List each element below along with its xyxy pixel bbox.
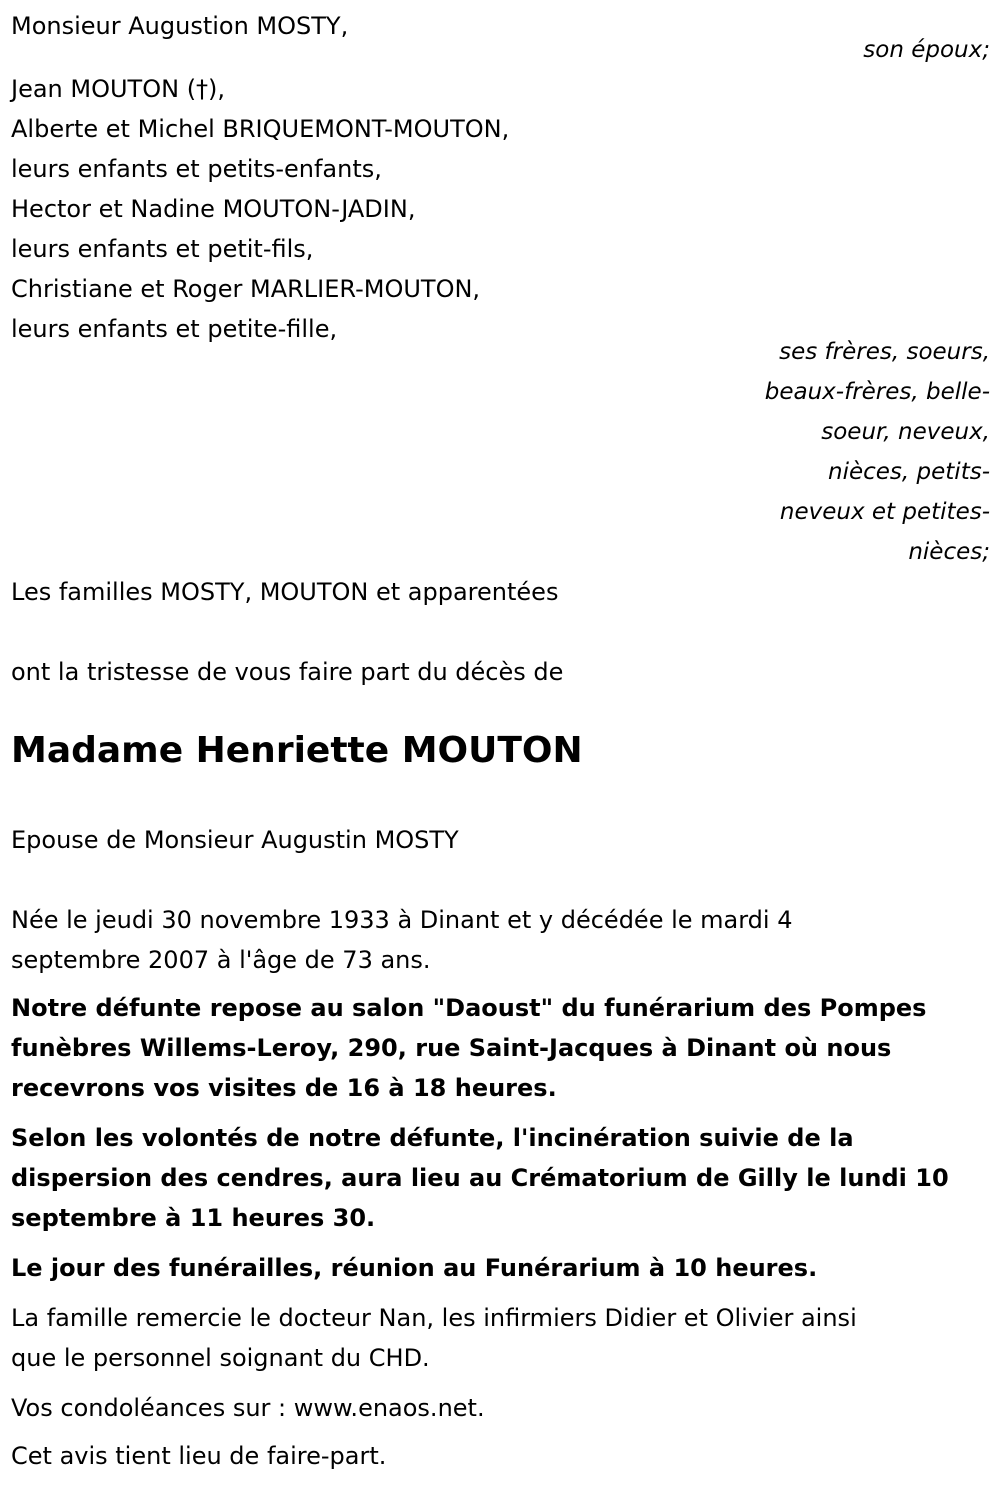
- family-line: Christiane et Roger MARLIER-MOUTON,: [11, 275, 481, 303]
- family-line: Alberte et Michel BRIQUEMONT-MOUTON,: [11, 115, 510, 143]
- visitation-line: recevrons vos visites de 16 à 18 heures.: [11, 1074, 557, 1102]
- family-line: Jean MOUTON (†),: [11, 75, 226, 103]
- funeral-day-line: Le jour des funérailles, réunion au Funérarium à 10 heures.: [11, 1254, 818, 1282]
- family-line: leurs enfants et petite-fille,: [11, 315, 338, 343]
- thanks-line: La famille remercie le docteur Nan, les infirmiers Didier et Olivier ainsi: [11, 1304, 857, 1332]
- family-line: leurs enfants et petits-enfants,: [11, 155, 382, 183]
- cremation-line: septembre à 11 heures 30.: [11, 1204, 376, 1232]
- visitation-line: funèbres Willems-Leroy, 290, rue Saint-Jacques à Dinant où nous: [11, 1034, 892, 1062]
- family-role-line: ses frères, soeurs,: [779, 339, 990, 365]
- condolences-line: Vos condoléances sur : www.enaos.net.: [11, 1394, 485, 1422]
- families-line: Les familles MOSTY, MOUTON et apparentées: [11, 578, 559, 606]
- deceased-name: Madame Henriette MOUTON: [11, 730, 583, 771]
- spouse-of-line: Epouse de Monsieur Augustin MOSTY: [11, 826, 459, 854]
- family-role-line: nièces, petits-: [828, 459, 990, 485]
- family-line: Hector et Nadine MOUTON-JADIN,: [11, 195, 416, 223]
- cremation-line: dispersion des cendres, aura lieu au Crématorium de Gilly le lundi 10: [11, 1164, 949, 1192]
- family-role-line: soeur, neveux,: [821, 419, 990, 445]
- cremation-line: Selon les volontés de notre défunte, l'incinération suivie de la: [11, 1124, 854, 1152]
- thanks-line: que le personnel soignant du CHD.: [11, 1344, 430, 1372]
- family-role-line: beaux-frères, belle-: [764, 379, 990, 405]
- family-role-line: neveux et petites-: [779, 499, 990, 525]
- spouse-role: son époux;: [863, 37, 990, 63]
- spouse-line: Monsieur Augustion MOSTY,: [11, 12, 349, 40]
- birth-death-line: septembre 2007 à l'âge de 73 ans.: [11, 946, 431, 974]
- closing-line: Cet avis tient lieu de faire-part.: [11, 1442, 387, 1470]
- birth-death-line: Née le jeudi 30 novembre 1933 à Dinant et y décédée le mardi 4: [11, 906, 793, 934]
- announcement-line: ont la tristesse de vous faire part du décès de: [11, 658, 564, 686]
- visitation-line: Notre défunte repose au salon "Daoust" du funérarium des Pompes: [11, 994, 927, 1022]
- family-line: leurs enfants et petit-fils,: [11, 235, 314, 263]
- family-role-line: nièces;: [908, 539, 990, 565]
